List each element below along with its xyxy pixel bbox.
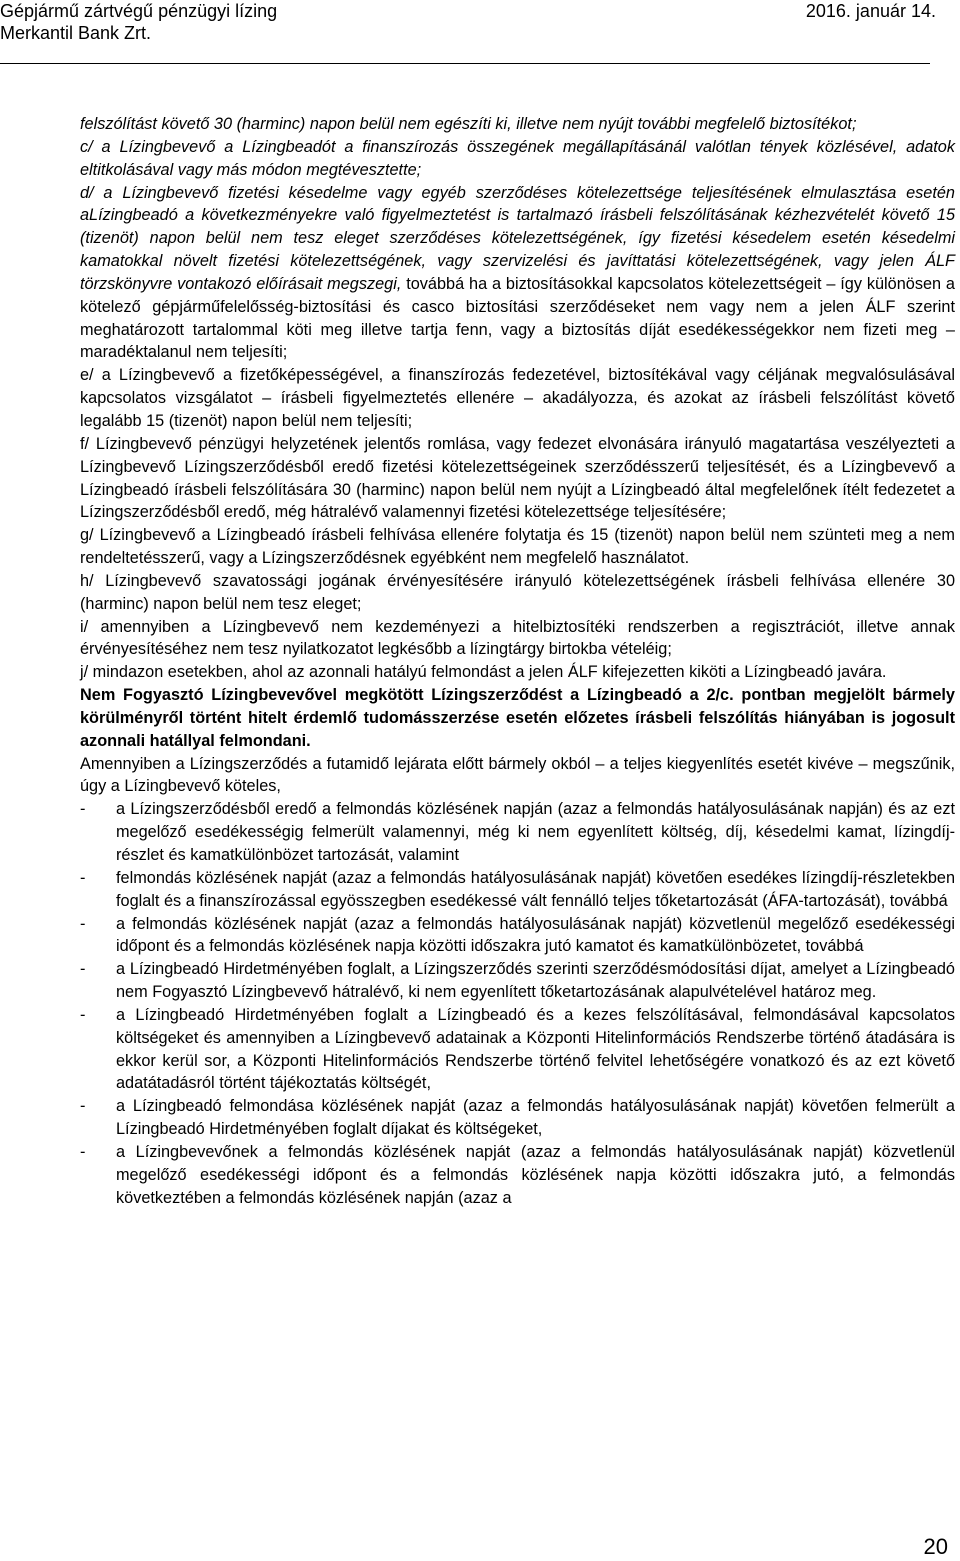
list-item: [80, 958, 955, 1004]
dash-bullet: -: [80, 1097, 86, 1116]
list-item-text: a Lízingbeadó felmondása közlésének napját (azaz a felmondás hatályosulásának napját) követően felmerült a Lízingbeadó Hirdetményében foglalt díjakat és költségeket,: [116, 1097, 955, 1139]
paragraph-f: f/ Lízingbevevő pénzügyi helyzetének jelentős romlása, vagy fedezet elvonására irányuló magatartása veszélyezteti a Lízingbevevő Lízingszerződésből eredő fizetési kötelezettségeinek szerződésszerű teljesítését, és a Lízingbevevő a Lízingbeadó írásbeli felszólítására 30 (harminc) napon belül nem nyújt a Lízingbeadó által megfelelőnek ítélt fedezetet a Lízingszerződésből eredő, még hátralévő valamennyi fizetési kötelezettsége teljesítésére;: [80, 434, 955, 522]
list-item: [80, 867, 955, 913]
dash-bullet: -: [80, 914, 86, 933]
list-item-text: a felmondás közlésének napját (azaz a felmondás hatályosulásának napját) közvetlenül megelőző esedékességi időpont és a felmondás közlésének napja közötti időszakra jutó kamatot és kamatkülönbözetet, továbbá: [116, 914, 955, 956]
paragraph-g: g/ Lízingbevevő a Lízingbeadó írásbeli felhívása ellenére folytatja és 15 (tizenöt) napon belül nem szünteti meg a nem rendeltetésszerű, vagy a Lízingszerződésnek egyébként nem megfelelő használatot.: [80, 526, 955, 568]
list-item: [80, 1141, 955, 1210]
dash-bullet: -: [80, 868, 86, 887]
dash-bullet: -: [80, 960, 86, 979]
header-divider: [0, 63, 930, 64]
list-item: [80, 1004, 955, 1095]
list-item-text: a Lízingszerződésből eredő a felmondás közlésének napján (azaz a felmondás hatályosulásának napján) és az ezt megelőző esedékességig felmerült valamennyi, még ki nem egyenlített költség, díj, késedelmi kamat, lízingdíj-részlet és kamatkülönbözet tartozását, valamint: [116, 800, 955, 864]
document-body: [80, 113, 955, 1210]
paragraph-bold-notice: Nem Fogyasztó Lízingbevevővel megkötött Lízingszerződést a Lízingbeadó a 2/c. pontban megjelölt bármely körülményről történt hitelt érdemlő tudomásszerzése esetén előzetes írásbeli felszólítás hiányában is jogosult azonnali hatállyal felmondani.: [80, 686, 955, 750]
list-item: [80, 1095, 955, 1141]
paragraph-d: [80, 182, 955, 365]
document-title: Gépjármű zártvégű pénzügyi lízing: [0, 1, 278, 21]
page-number: 20: [923, 1534, 948, 1559]
obligations-list: [80, 798, 955, 1209]
dash-bullet: -: [80, 1005, 86, 1024]
paragraph-j: j/ mindazon esetekben, ahol az azonnali hatályú felmondást a jelen ÁLF kifejezetten kiköti a Lízingbeadó javára.: [80, 663, 887, 682]
document-date: 2016. január 14.: [805, 1, 936, 21]
page-header: [0, 0, 960, 66]
company-name: Merkantil Bank Zrt.: [0, 23, 152, 43]
paragraph-i: i/ amennyiben a Lízingbevevő nem kezdeményezi a hitelbiztosítéki rendszerben a regisztrációt, illetve annak érvényesítéséhez nem tesz nyilatkozatot legkésőbb a lízingtárgy birtokba vételéig;: [80, 617, 955, 659]
list-item-text: a Lízingbeadó Hirdetményében foglalt a Lízingbeadó és a kezes felszólításával, felmondásával kapcsolatos költségeket és amennyiben a Lízingbevevő adatainak a Központi Hitelinformációs Rendszerbe történő átadására is ekkor kerül sor, a Központi Hitelinformációs Rendszerbe történő felvitel lehetőségére vonatkozó és az ezt követő adatátadásról történt tájékoztatás költségét,: [116, 1005, 955, 1093]
dash-bullet: -: [80, 1142, 86, 1161]
paragraph-intro: Amennyiben a Lízingszerződés a futamidő lejárata előtt bármely okból – a teljes kiegyenlítés esetét kivéve – megszűnik, úgy a Lízingbevevő köteles,: [80, 754, 955, 796]
list-item-text: felmondás közlésének napját (azaz a felmondás hatályosulásának napját) követően esedékes lízingdíj-részletekben foglalt és a finanszírozással egyösszegben esedékessé vált fennálló teljes tőketartozását (ÁFA-tartozását), továbbá: [116, 868, 955, 910]
list-item-text: a Lízingbeadó Hirdetményében foglalt, a Lízingszerződés szerinti szerződésmódosítási díjat, amelyet a Lízingbeadó nem Fogyasztó Lízingbevevő hátralévő, ki nem egyenlített tőketartozásának alapulvételével határoz meg.: [116, 960, 955, 1002]
list-item-text: a Lízingbevevőnek a felmondás közlésének napját (azaz a felmondás hatályosulásának napját) közvetlenül megelőző esedékességi időpont és a felmondás közlésének napja közötti időszakra jutó, a felmondás következtében a felmondás közlésének napján (azaz a: [116, 1142, 955, 1207]
list-item: [80, 913, 955, 959]
paragraph-b-continuation: felszólítást követő 30 (harminc) napon belül nem egészíti ki, illetve nem nyújt további megfelelő biztosítékot;: [80, 115, 857, 133]
paragraph-h: h/ Lízingbevevő szavatossági jogának érvényesítésére irányuló kötelezettségének írásbeli felhívása ellenére 30 (harminc) napon belül nem tesz eleget;: [80, 571, 955, 613]
paragraph-d-normal: továbbá ha a biztosításokkal kapcsolatos kötelezettségeit – így különösen a kötelező gépjárműfelelősség-biztosítási és casco biztosítási szerződéseket nem vagy nem a jelen ÁLF szerint meghatározott tartalommal köti meg illetve tartja fenn, vagy a biztosítás díját esedékességekkor nem fizeti meg – maradéktalanul nem teljesíti;: [80, 274, 955, 362]
dash-bullet: -: [80, 800, 86, 819]
paragraph-e: e/ a Lízingbevevő a fizetőképességével, a finanszírozás fedezetével, biztosítékával vagy céljának megvalósulásával kapcsolatos vizsgálatot – írásbeli figyelmeztetés ellenére – akadályozza, és azokat az írásbeli felszólítást követő legalább 15 (tizenöt) napon belül nem teljesíti;: [80, 366, 955, 430]
list-item: [80, 798, 955, 867]
paragraph-c: c/ a Lízingbevevő a Lízingbeadót a finanszírozás összegének megállapításánál valótlan tények közlésével, adatok eltitkolásával vagy más módon megtévesztette;: [80, 137, 955, 179]
paragraph-d-italic: d/ a Lízingbevevő fizetési késedelme vagy egyéb szerződéses kötelezettsége teljesítésének elmulasztása esetén aLízingbeadó a következményekre való figyelmeztetést is tartalmazó írásbeli felszólításának kézhezvételét követő 15 (tizenöt) napon belül nem tesz eleget szerződéses kötelezettségének, így fizetési késedelem esetén késedelmi kamatokkal növelt fizetési kötelezettségének, vagy szervizelési és javíttatási kötelezettségének, vagy jelen ÁLF törzskönyvre vontakozó előírásait megszegi,: [80, 183, 955, 293]
